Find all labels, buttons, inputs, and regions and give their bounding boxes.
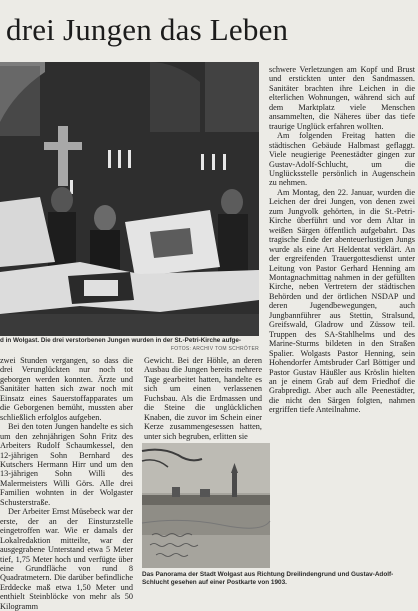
article-column-right bbox=[269, 65, 415, 415]
paragraph: Gewicht. Bei der Höhle, an deren Ausbau die Jungen bereits mehrere Tage gearbeitet hatten, handelte es sich um einen verlassenen Fuchsbau. Als die Erdmassen und die Steine die unglücklichen Knaben, die zuvor im Schein einer Kerze zusammengesessen hatten, unter sich begruben, erlitten sie bbox=[144, 356, 262, 441]
paragraph: zwei Stunden vergangen, so dass die drei Verunglückten nur noch tot geborgen werden konnten. Ärzte und Sanitäter hatten sich zwar noch mit Einsatz eines Sauerstoffapparates um die Geborgenen bemüht, mussten aber schließlich erfolglos aufgeben. bbox=[0, 356, 133, 422]
postcard-panorama-photo bbox=[142, 443, 270, 568]
article-column-middle bbox=[144, 356, 262, 441]
article-column-left bbox=[0, 356, 133, 611]
paragraph: Am Montag, den 22. Januar, wurden die Leichen der drei Jungen, von denen zwei zum Jungvolk gehörten, in die St.-Petri-Kirche überführt und vor dem Altar in weißen Särgen öffentlich aufgebahrt. Das tragische Ende der abenteuerlustigen Jungs wurde als eine Art Heldentat verklärt. An der ergreifenden Trauergottesdienst unter Leitung von Pastor Gerhard Henning am Montagnachmittag nahmen in der gefüllten Kirche, neben Vertretern der städtischen Behörden und der örtlichen NSDAP und deren Jugendbewegungen, auch Jungbannführer aus Stettin, Stralsund, Greifswald, Gladrow und Züssow teil. Truppen des SA-Stahlhelms und des Marine-Sturms bildeten in den Straßen Spalier. Wolgasts Pastor Henning, sein Hohendorfer Amtsbruder Carl Böttiger und Pastor Gustav Häußler aus Kröslin hielten an je einem Grab auf dem Friedhof die Grabpredigt. Aber auch alle Peenestädter, die nicht den Särgen folgten, nahmen ergriffen tiefe Anteilnahme. bbox=[269, 187, 415, 415]
caption-text: d in Wolgast. Die drei verstorbenen Jungen wurden in der St.-Petri-Kirche aufge- bbox=[0, 337, 241, 344]
paragraph: Der Arbeiter Ernst Müsebeck war der erste, der an der Einsturzstelle eingetroffen war. Wie er damals der Lokalredaktion mitteilte, war der ausgegrabene Unterstand etwa 5 Meter tief, 1,75 Meter hoch und verfügte über eine Grundfläche von rund 8 Quadratmetern. Die darüber befindliche Erddecke maß etwa 1,50 Meter und enthielt Steinblöcke von mehr als 50 Kilogramm bbox=[0, 507, 133, 611]
paragraph: schwere Verletzungen am Kopf und Brust und erstickten unter den Sandmassen. Sanitäter brachten ihre Leichen in die elterlichen Wohnungen, während sich auf dem Marktplatz viele Menschen ansammelten, die Näheres über das tiefe traurige Unglück erfahren wollten. bbox=[269, 65, 415, 131]
article-headline: drei Jungen das Leben bbox=[6, 12, 289, 47]
paragraph: Bei den toten Jungen handelte es sich um den zehnjährigen Sohn Fritz des Arbeiters Rudolf Schaumkessel, den 12-jährigen Sohn Bernhard des Kutschers Hermann Hirr und um den 13-jährigen Sohn Willi des Malermeisters Willi Görs. Alle drei Familien wohnten in der Wolgaster Schusterstraße. bbox=[0, 422, 133, 507]
photo-caption-top bbox=[0, 337, 259, 353]
photo-caption-bottom: Das Panorama der Stadt Wolgast aus Richtung Dreilindengrund und Gustav-Adolf-Schlucht gesehen auf einer Postkarte von 1903. bbox=[142, 571, 394, 587]
photo-credit: FOTOS: ARCHIV TOM SCHRÖTER bbox=[170, 346, 259, 352]
funeral-photo bbox=[0, 62, 259, 336]
paragraph: Am folgenden Freitag hatten die städtischen Gebäude Halbmast geflaggt. Viele neugierige Peenestädter gingen zur Gustav-Adolf-Schlucht, um die Unglücksstelle persönlich in Augenschein zu nehmen. bbox=[269, 131, 415, 188]
